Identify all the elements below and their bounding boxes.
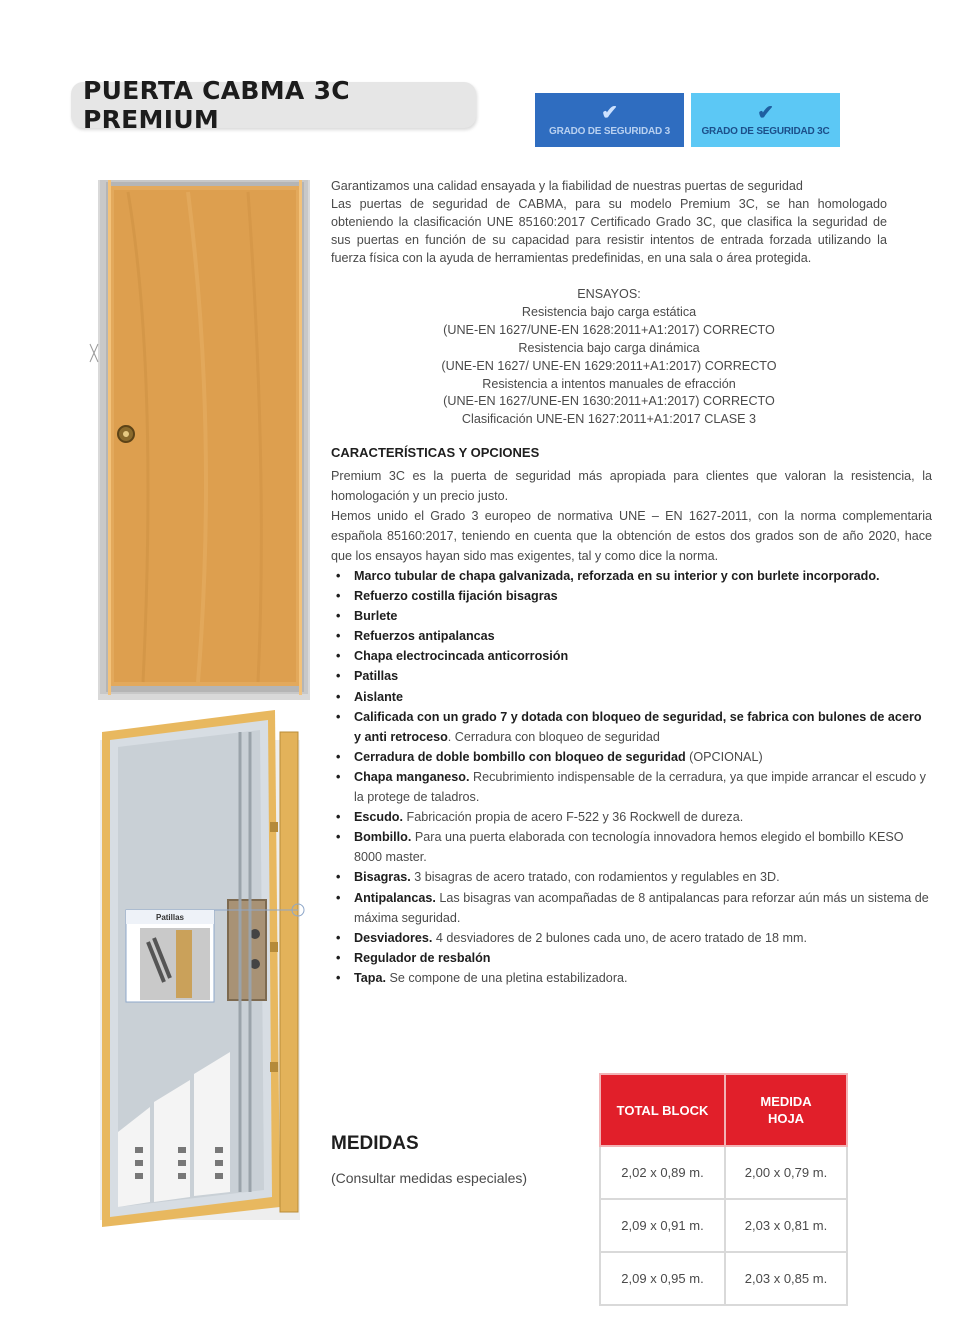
page-title: PUERTA CABMA 3C PREMIUM [83, 76, 350, 134]
security-grade-3c-badge [691, 93, 840, 147]
table-row [600, 1199, 847, 1252]
medidas-table [599, 1073, 848, 1306]
list-item: • Chapa electrocincada anticorrosión [331, 646, 932, 666]
list-item: • Aislante [331, 687, 932, 707]
table-cell: 2,02 x 0,89 m. [600, 1146, 725, 1199]
table-row [600, 1252, 847, 1305]
patillas-label: Patillas [155, 913, 185, 922]
badge-label: GRADO DE SEGURIDAD 3 [548, 125, 670, 137]
list-item: • Antipalancas. Las bisagras van acompañadas de 8 antipalancas para reforzar aún más un sistema de máxima seguridad. [331, 888, 932, 928]
list-item: • Marco tubular de chapa galvanizada, reforzada en su interior y con burlete incorporado. [331, 566, 932, 586]
ensayo-line: (UNE-EN 1627/UNE-EN 1630:2011+A1:2017) CORRECTO [443, 394, 775, 409]
medidas-title: MEDIDAS [331, 1133, 419, 1154]
checkmark-icon: ✔ [757, 101, 774, 124]
table-header-row [600, 1074, 847, 1146]
medidas-subtitle: (Consultar medidas especiales) [331, 1170, 528, 1186]
column-header-total-block: TOTAL BLOCK [600, 1074, 725, 1146]
list-item: • Bombillo. Para una puerta elaborada con tecnología innovadora hemos elegido el bombillo KESO 8000 master. [331, 827, 932, 867]
badge-label: GRADO DE SEGURIDAD 3C [701, 125, 830, 137]
ensayo-line: Clasificación UNE-EN 1627:2011+A1:2017 CLASE 3 [461, 412, 757, 427]
ensayos-heading: ENSAYOS: [577, 287, 641, 301]
table-cell: 2,03 x 0,81 m. [725, 1199, 847, 1252]
features-description [331, 466, 932, 566]
features-paragraph-2: Hemos unido el Grado 3 europeo de normativa UNE – EN 1627-2011, con la norma complementaria española 85160:2017, teniendo en cuenta que la obtención de estos dos grados son de año 2020, hace que los ensayos hayan sido mas exigentes, tal y como dice la norma. [331, 509, 932, 563]
intro-paragraph: Las puertas de seguridad de CABMA, para su modelo Premium 3C, se han homologado obteniendo la clasificación UNE 85160:2017 Certificado Grado 3C, que clasifica la seguridad de sus puertas en función de su capacidad para resistir intentos de entrada forzada utilizando la fuerza física con la ayuda de herramientas predefinidas, en una sala o área protegida. [331, 196, 887, 265]
page-title-box [71, 76, 476, 134]
features-heading: CARACTERÍSTICAS Y OPCIONES [331, 445, 540, 460]
list-item: • Patillas [331, 666, 932, 686]
list-item: • Tapa. Se compone de una pletina estabilizadora. [331, 968, 932, 988]
list-item: • Desviadores. 4 desviadores de 2 bulones cada uno, de acero tratado de 18 mm. [331, 928, 932, 948]
ensayo-line: (UNE-EN 1627/UNE-EN 1628:2011+A1:2017) CORRECTO [443, 322, 775, 337]
list-item: • Cerradura de doble bombillo con bloqueo de seguridad (OPCIONAL) [331, 747, 932, 767]
ensayo-line: Resistencia bajo carga estática [521, 304, 697, 319]
ensayos-list [331, 286, 887, 429]
list-item: • Chapa manganeso. Recubrimiento indispensable de la cerradura, ya que impide arrancar el escudo y la protege de taladros. [331, 767, 932, 807]
closed-door-image [88, 172, 320, 702]
table-cell: 2,09 x 0,91 m. [600, 1199, 725, 1252]
security-grade-3-badge [535, 93, 684, 147]
checkmark-icon: ✔ [601, 101, 618, 124]
list-item: • Regulador de resbalón [331, 948, 932, 968]
table-cell: 2,00 x 0,79 m. [725, 1146, 847, 1199]
intro-text [331, 178, 887, 268]
table-cell: 2,03 x 0,85 m. [725, 1252, 847, 1305]
list-item: • Burlete [331, 606, 932, 626]
table-row [600, 1146, 847, 1199]
intro-first-line: Garantizamos una calidad ensayada y la fiabilidad de nuestras puertas de seguridad [331, 179, 803, 193]
ensayo-line: (UNE-EN 1627/ UNE-EN 1629:2011+A1:2017) CORRECTO [441, 358, 777, 373]
list-item: • Refuerzo costilla fijación bisagras [331, 586, 932, 606]
table-cell: 2,09 x 0,95 m. [600, 1252, 725, 1305]
list-item: • Escudo. Fabricación propia de acero F-522 y 36 Rockwell de dureza. [331, 807, 932, 827]
open-security-door-image [90, 702, 322, 1242]
column-header-medida-hoja: MEDIDA HOJA [725, 1074, 847, 1146]
list-item: • Bisagras. 3 bisagras de acero tratado, con rodamientos y regulables en 3D. [331, 867, 932, 887]
ensayo-line: Resistencia bajo carga dinámica [518, 340, 700, 355]
ensayo-line: Resistencia a intentos manuales de efracción [482, 376, 736, 391]
list-item: • Refuerzos antipalancas [331, 626, 932, 646]
list-item: • Calificada con un grado 7 y dotada con bloqueo de seguridad, se fabrica con bulones de acero y anti retroceso. Cerradura con bloqueo de seguridad [331, 707, 932, 747]
features-paragraph-1: Premium 3C es la puerta de seguridad más apropiada para clientes que valoran la resistencia, la homologación y un precio justo. [331, 469, 932, 503]
features-list [331, 566, 932, 988]
